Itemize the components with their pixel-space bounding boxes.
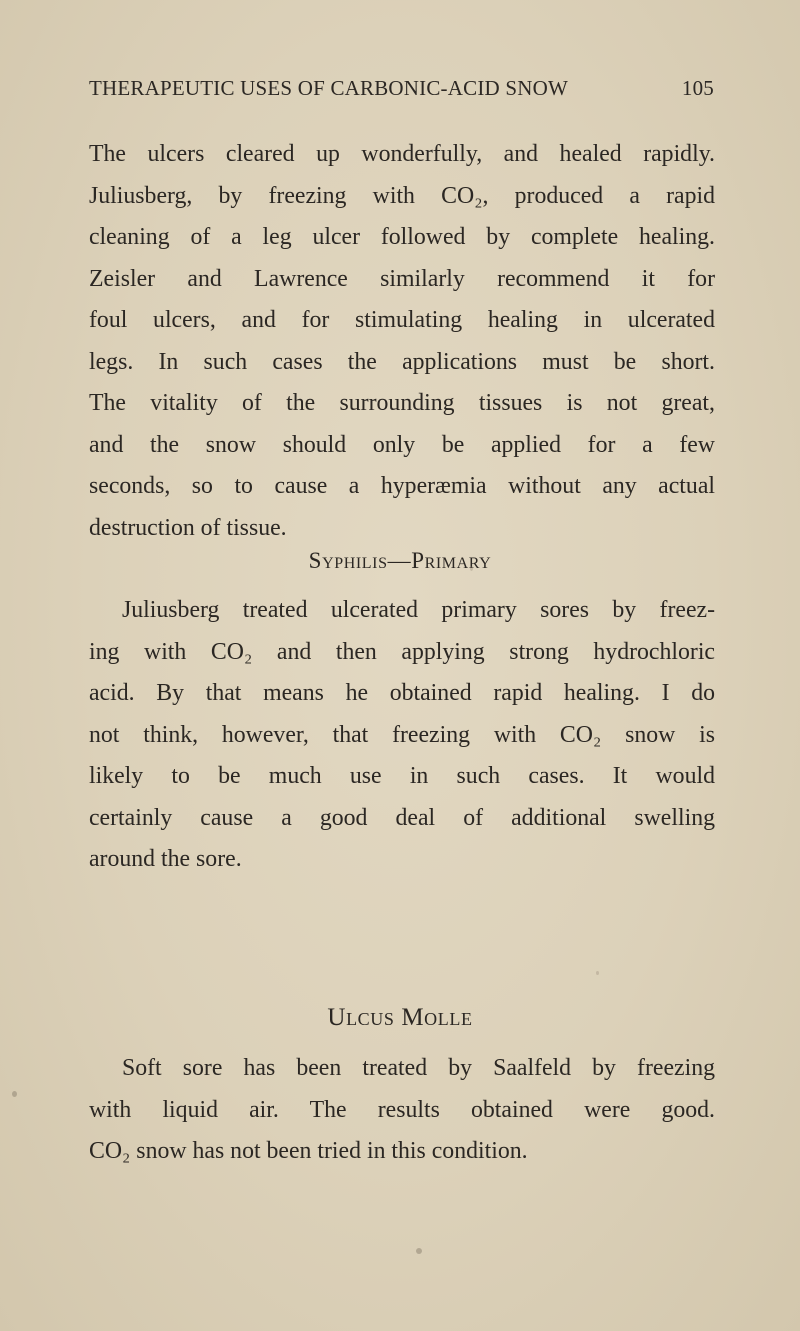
paper-speck xyxy=(470,566,473,571)
text-line: around the sore. xyxy=(89,846,242,872)
text-line: destruction of tissue. xyxy=(89,514,287,541)
text-line: legs. In such cases the applications must be short. xyxy=(89,348,715,375)
text-line: The ulcers cleared up wonderfully, and healed rapidly. xyxy=(89,141,715,167)
text-line: certainly cause a good deal of additional swelling xyxy=(89,804,715,831)
paper-speck xyxy=(416,1248,422,1254)
paragraph-syphilis xyxy=(89,590,715,881)
running-head-title: THERAPEUTIC USES OF CARBONIC-ACID SNOW xyxy=(89,76,568,100)
section-heading-ulcus-molle: Ulcus Molle xyxy=(327,1004,473,1031)
paper-speck xyxy=(596,971,599,975)
running-head xyxy=(89,76,714,101)
text-line: acid. By that means he obtained rapid healing. I do xyxy=(89,680,715,706)
text-line: The vitality of the surrounding tissues is not great, xyxy=(89,390,715,416)
text-line: and the snow should only be applied for a few xyxy=(89,431,715,458)
text-line: foul ulcers, and for stimulating healing in ulcerated xyxy=(89,307,715,333)
paper-speck xyxy=(12,1091,17,1097)
text-line: Juliusberg, by freezing with CO₂, produced a rapid xyxy=(89,182,715,209)
text-line: likely to be much use in such cases. It would xyxy=(89,763,715,789)
text-line: with liquid air. The results obtained were good. xyxy=(89,1096,715,1123)
text-line: ing with CO₂ and then applying strong hydrochloric xyxy=(89,638,715,665)
text-line: Soft sore has been treated by Saalfeld by freezing xyxy=(122,1055,715,1081)
section-heading-syphilis: Syphilis—Primary xyxy=(308,548,492,573)
text-line: Zeisler and Lawrence similarly recommend it for xyxy=(89,265,715,292)
page-number: 105 xyxy=(681,76,714,100)
text-line: Juliusberg treated ulcerated primary sores by freez- xyxy=(122,597,715,623)
text-line: cleaning of a leg ulcer followed by complete healing. xyxy=(89,224,715,250)
text-line: CO₂ snow has not been tried in this condition. xyxy=(89,1138,528,1164)
paragraph-ulcers xyxy=(89,134,715,549)
paragraph-ulcus-molle xyxy=(89,1048,715,1173)
text-line: seconds, so to cause a hyperæmia without any actual xyxy=(89,473,715,499)
text-line: not think, however, that freezing with CO₂ snow is xyxy=(89,721,715,748)
